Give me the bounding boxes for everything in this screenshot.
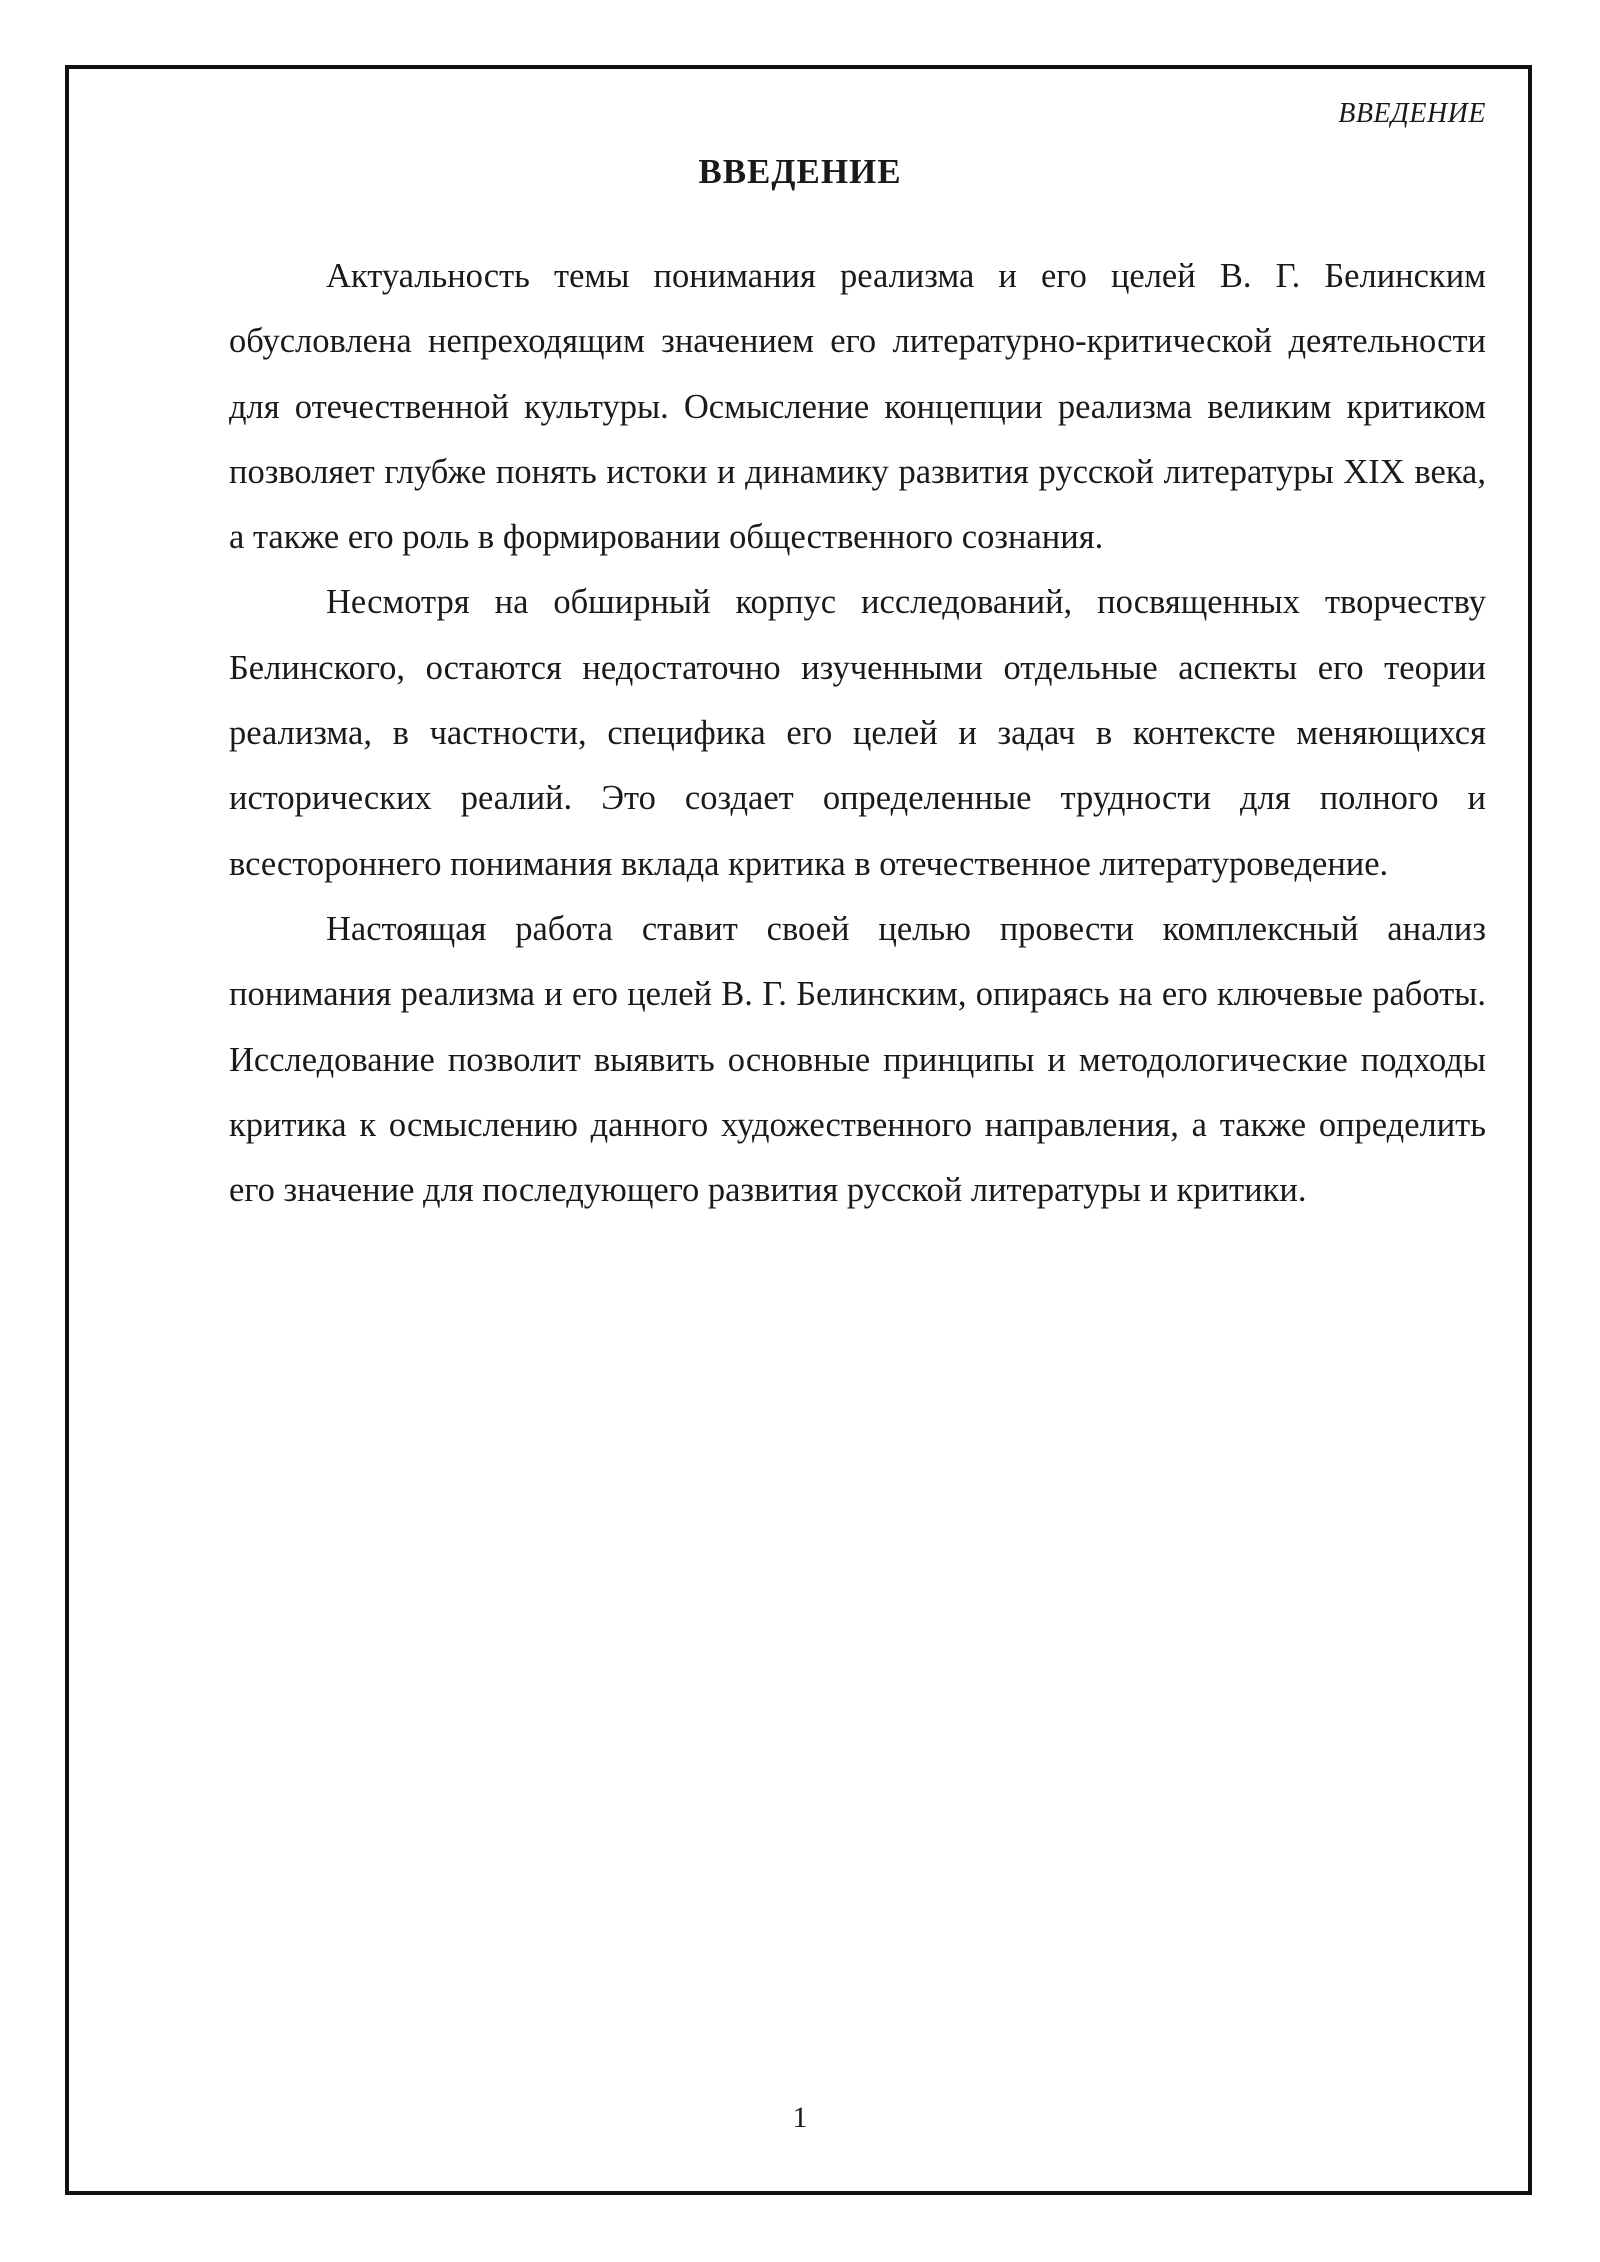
page-title: ВВЕДЕНИЕ (698, 152, 902, 191)
paragraph-2: Несмотря на обширный корпус исследований, посвященных творчеству Белинского, остаются недостаточно изученными отдельные аспекты его теории реализма, в частности, специфика его целей и задач в контексте меняющихся исторических реалий. Это создает определенные трудности для полного и всестороннего понимания вклада критика в отечественное литературоведение. (229, 583, 1486, 883)
paragraph-3: Настоящая работа ставит своей целью провести комплексный анализ понимания реализма и его целей В. Г. Белинским, опираясь на его ключевые работы. Исследование позволит выявить основные принципы и методологические подходы критика к осмыслению данного художественного направления, а также определить его значение для последующего развития русской литературы и критики. (229, 909, 1486, 1210)
page-number: 1 (792, 2101, 808, 2134)
document-body (229, 244, 1486, 1223)
running-header: ВВЕДЕНИЕ (1338, 98, 1486, 129)
paragraph-1: Актуальность темы понимания реализма и его целей В. Г. Белинским обусловлена непреходящим значением его литературно-критической деятельности для отечественной культуры. Осмысление концепции реализма великим критиком позволяет глубже понять истоки и динамику развития русской литературы XIX века, а также его роль в формировании общественного сознания. (229, 257, 1486, 557)
